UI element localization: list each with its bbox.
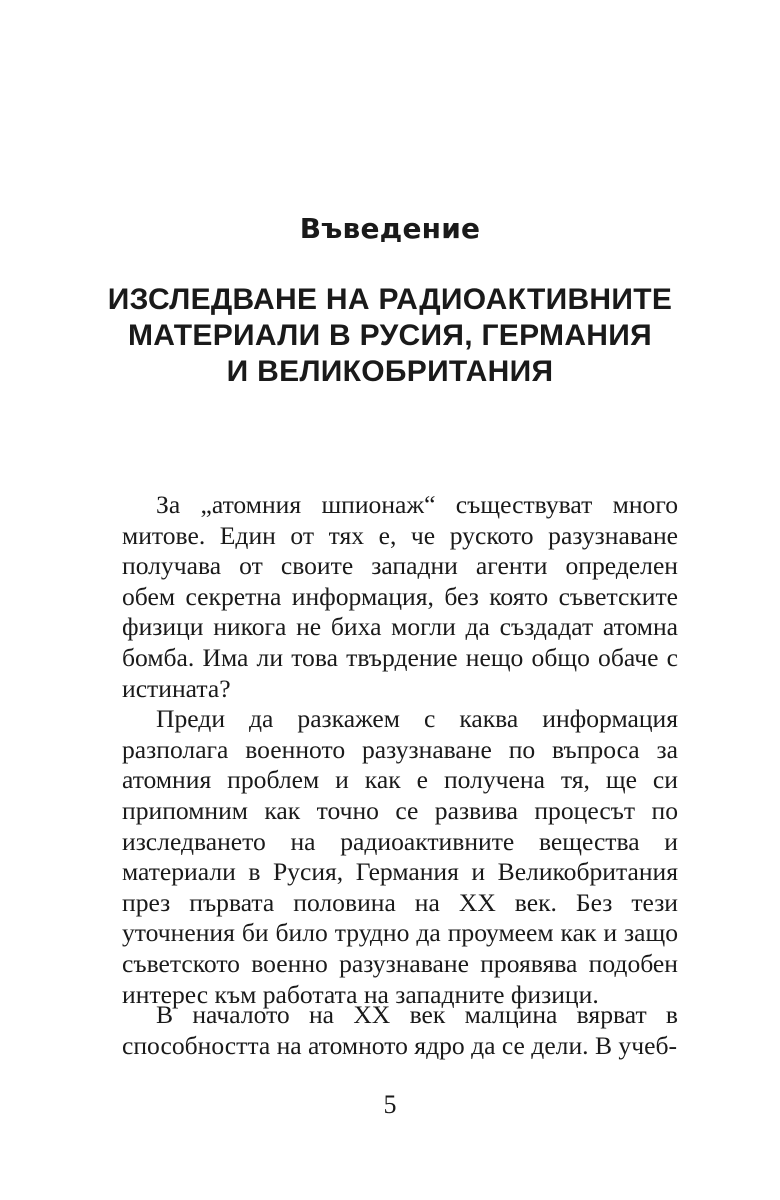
paragraph: За „атомния шпионаж“ съществуват много митове. Един от тях е, че руското разузнаване получава от своите западни агенти определен обем секретна информация, без която съветските физици никога не биха могли да създадат атомна бомба. Има ли това твърдение нещо общо обаче с истината?	[122, 490, 678, 703]
body-text-continued	[122, 1000, 678, 1061]
chapter-title-line: МАТЕРИАЛИ В РУСИЯ, ГЕРМАНИЯ	[128, 319, 652, 352]
paragraph: В началото на XX век малцина вярват в способността на атомното ядро да се дели. В учеб-	[122, 1000, 678, 1060]
body-text	[122, 490, 678, 1010]
chapter-title-line: ИЗСЛЕДВАНЕ НА РАДИОАКТИВНИТЕ	[107, 283, 673, 316]
paragraph: Преди да разкажем с каква информация разполага военното разузнаване по въпроса за атомния проблем и как е получена тя, ще си припомним как точно се развива процесът по изследването на радиоактивните вещества и материали в Русия, Германия и Великобритания през първата половина на XX век. Без тези уточнения би било трудно да проумеем как и защо съветското военно разузнаване проявява подобен интерес към работата на западните физици.	[122, 704, 678, 1009]
chapter-title-line: И ВЕЛИКОБРИТАНИЯ	[226, 355, 554, 388]
section-label: Въведение	[299, 212, 481, 245]
page-number: 5	[383, 1090, 397, 1119]
chapter-title	[0, 282, 780, 390]
